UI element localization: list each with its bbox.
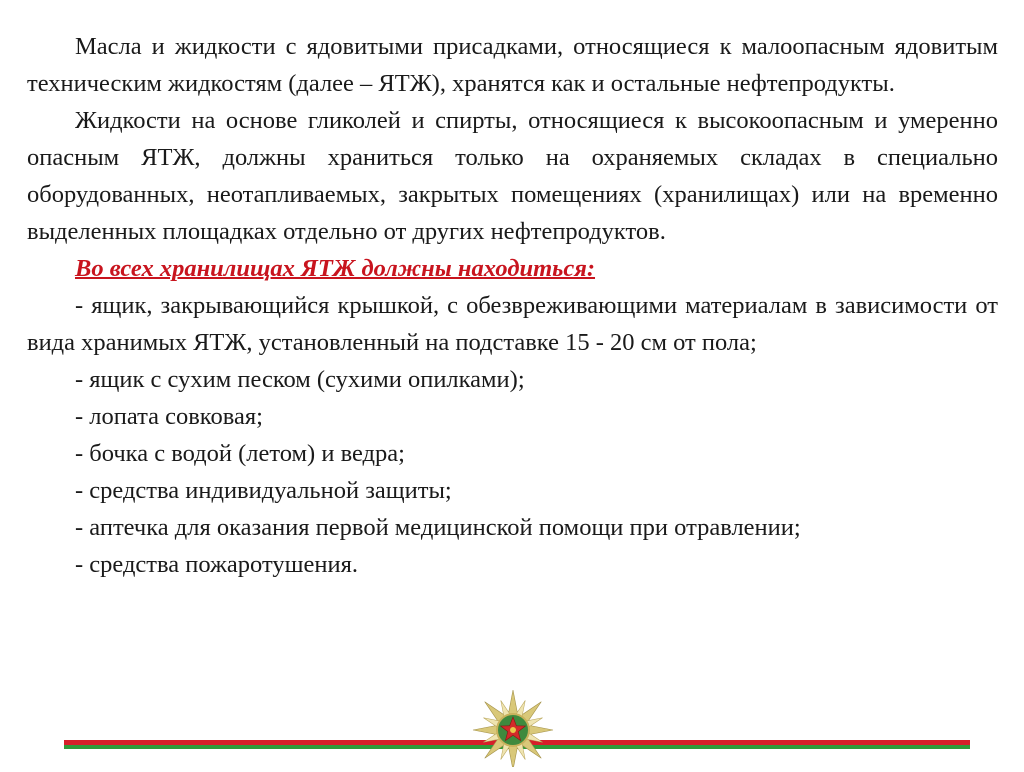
list-item: - лопата совковая;: [75, 403, 263, 430]
slide-text: [27, 28, 998, 583]
paragraph-low-hazard: Масла и жидкости с ядовитыми присадками, относящиеся к малоопасным ядовитым техническим жидкостям (далее – ЯТЖ), хранятся как и остальные нефтепродукты.: [27, 33, 998, 97]
list-item: - аптечка для оказания первой медицинской помощи при отравлении;: [75, 514, 801, 541]
list-item: - ящик, закрывающийся крышкой, с обезвреживающими материалам в зависимости от вида хранимых ЯТЖ, установленный на подставке 15 - 20 см от пола;: [27, 292, 998, 356]
list-item: - ящик с сухим песком (сухими опилками);: [75, 366, 525, 393]
list-item: - бочка с водой (летом) и ведра;: [75, 440, 405, 467]
paragraph-high-hazard: Жидкости на основе гликолей и спирты, относящиеся к высокоопасным и умеренно опасным ЯТЖ, должны храниться только на охраняемых складах в специально оборудованных, неотапливаемых, закрытых помещениях (хранилищах) или на временно выделенных площадках отдельно от других нефтепродуктов.: [27, 107, 998, 245]
list-item: - средства пожаротушения.: [75, 551, 358, 578]
storage-requirements-heading: Во всех хранилищах ЯТЖ должны находиться:: [75, 255, 596, 282]
military-star-emblem-icon: [472, 688, 554, 767]
list-item: - средства индивидуальной защиты;: [75, 477, 452, 504]
